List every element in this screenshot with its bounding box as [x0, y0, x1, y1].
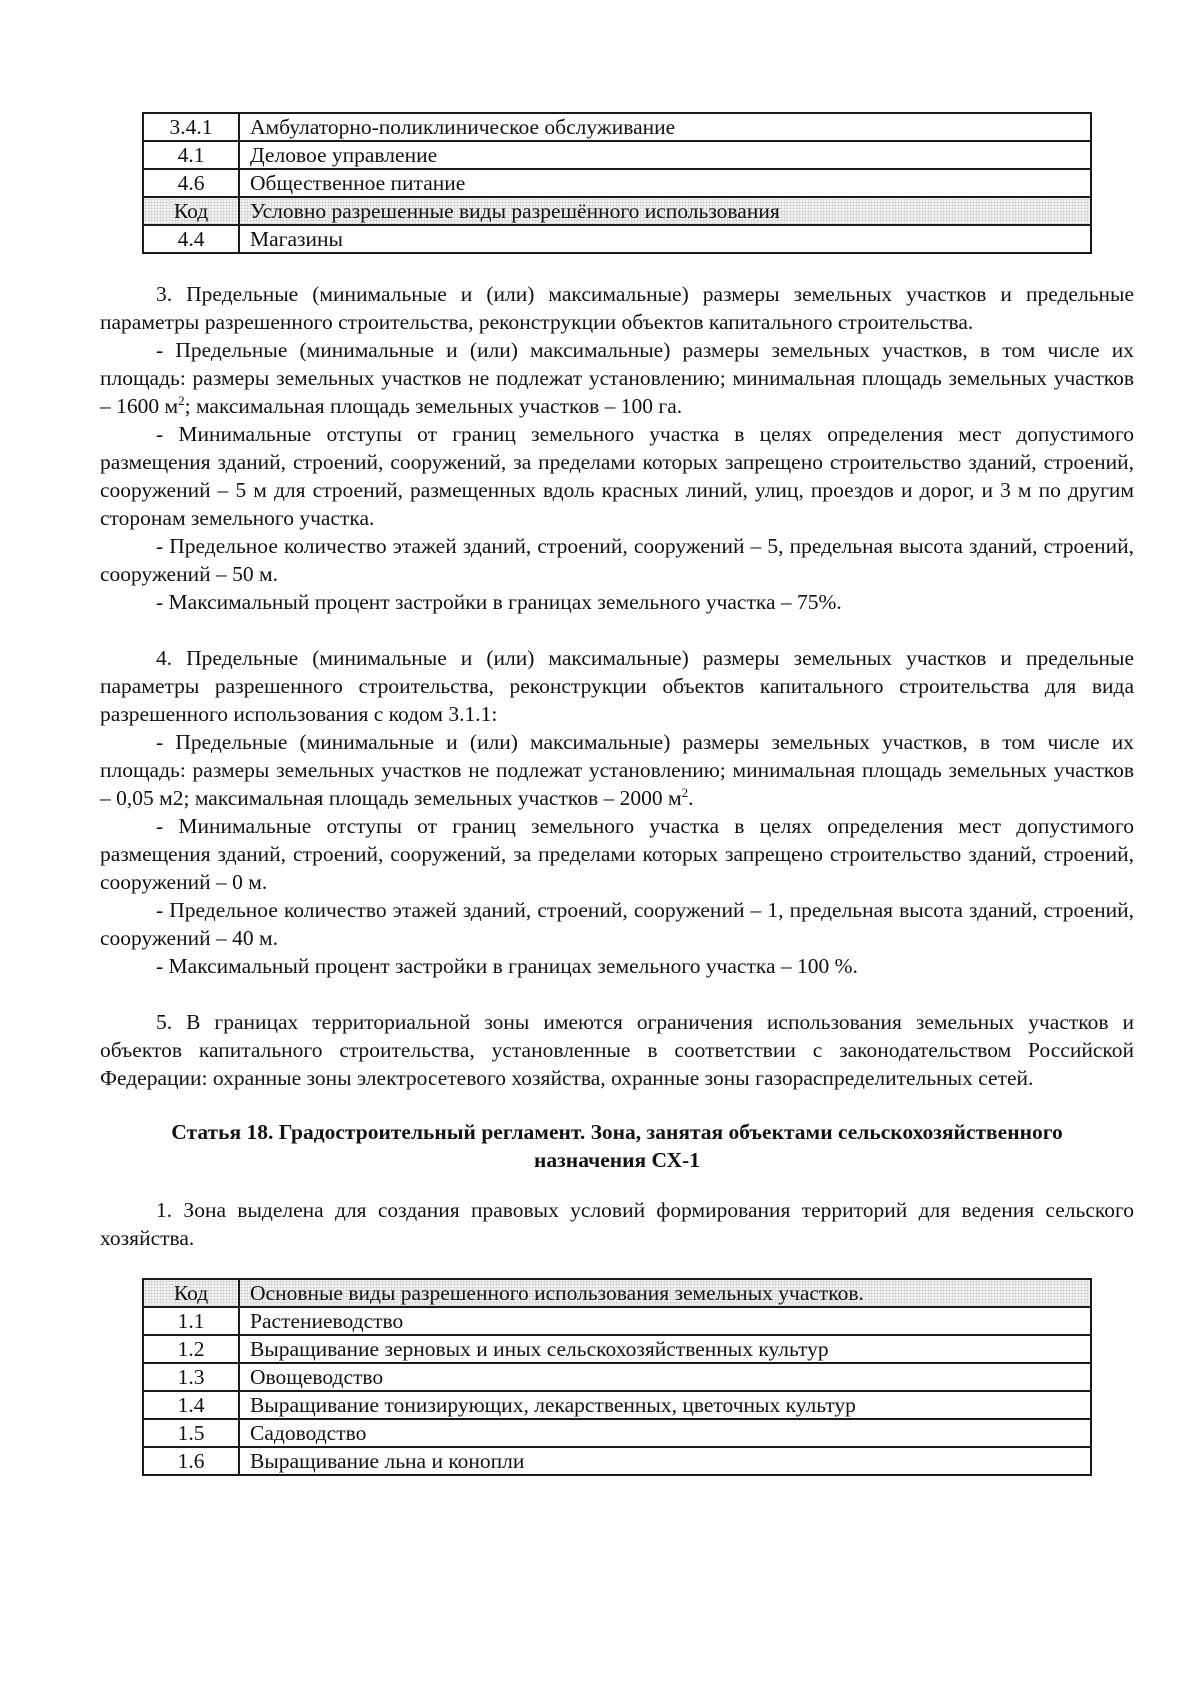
row-code: 1.6 [143, 1447, 239, 1475]
article-heading-line-1: Статья 18. Градостроительный регламент. Зона, занятая объектами сельскохозяйственного [171, 1120, 1063, 1144]
header-name: Основные виды разрешенного использования земельных участков. [239, 1279, 1091, 1307]
row-code: 1.3 [143, 1363, 239, 1391]
section-3 [100, 280, 1134, 616]
row-code: 1.4 [143, 1391, 239, 1419]
row-code: 4.1 [143, 141, 239, 169]
header-code: Код [143, 197, 239, 225]
header-name: Условно разрешенные виды разрешённого использования [239, 197, 1091, 225]
section-3-bullet-coverage: - Максимальный процент застройки в границах земельного участка – 75%. [156, 590, 842, 614]
row-name: Овощеводство [239, 1363, 1091, 1391]
row-name: Общественное питание [239, 169, 1091, 197]
land-use-table-bottom [142, 1278, 1092, 1476]
land-use-table-top [142, 112, 1092, 254]
row-code: 3.4.1 [143, 113, 239, 141]
table-row [143, 1363, 1091, 1391]
section-5: 5. В границах территориальной зоны имеются ограничения использования земельных участков и объектов капитального строительства, установленные в соответствии с законодательством Российской Федерации: охранные зоны электросетевого хозяйства, охранные зоны газораспределительных сетей. [100, 1010, 1134, 1090]
table-header-row [143, 197, 1091, 225]
table-row [143, 1307, 1091, 1335]
row-name: Деловое управление [239, 141, 1091, 169]
row-name: Растениеводство [239, 1307, 1091, 1335]
table-row [143, 1419, 1091, 1447]
document-page [100, 112, 1134, 1476]
row-code: 4.4 [143, 225, 239, 253]
table-row [143, 225, 1091, 253]
table-row [143, 141, 1091, 169]
section-3-intro: 3. Предельные (минимальные и (или) максимальные) размеры земельных участков и предельные параметры разрешенного строительства, реконструкции объектов капитального строительства. [100, 282, 1134, 334]
row-code: 1.2 [143, 1335, 239, 1363]
row-name: Садоводство [239, 1419, 1091, 1447]
row-name: Амбулаторно-поликлиническое обслуживание [239, 113, 1091, 141]
row-code: 4.6 [143, 169, 239, 197]
header-code: Код [143, 1279, 239, 1307]
section-4-intro: 4. Предельные (минимальные и (или) максимальные) размеры земельных участков и предельные параметры разрешенного строительства, реконструкции объектов капитального строительства для вида разрешенного использования с кодом 3.1.1: [100, 646, 1134, 726]
row-code: 1.1 [143, 1307, 239, 1335]
table-row [143, 1391, 1091, 1419]
row-name: Выращивание зерновых и иных сельскохозяйственных культур [239, 1335, 1091, 1363]
section-4-bullet-area: - Предельные (минимальные и (или) максимальные) размеры земельных участков, в том числе их площадь: размеры земельных участков не подлежат установлению; минимальная площадь земельных участков – 0,05 м2; максимальная площадь земельных участков – 2000 $м^2$. [100, 730, 1134, 810]
article-paragraph-1: 1. Зона выделена для создания правовых условий формирования территорий для ведения сельского хозяйства. [100, 1198, 1134, 1250]
section-3-bullet-floors: - Предельное количество этажей зданий, строений, сооружений – 5, предельная высота зданий, строений, сооружений – 50 м. [100, 534, 1134, 586]
table-header-row [143, 1279, 1091, 1307]
article-heading [100, 1118, 1134, 1174]
section-4-bullet-floors: - Предельное количество этажей зданий, строений, сооружений – 1, предельная высота зданий, строений, сооружений – 40 м. [100, 898, 1134, 950]
section-3-bullet-area: - Предельные (минимальные и (или) максимальные) размеры земельных участков, в том числе их площадь: размеры земельных участков не подлежат установлению; минимальная площадь земельных участков – 1600 $м^2$; максимальная площадь земельных участков – 100 га. [100, 338, 1134, 418]
row-name: Выращивание тонизирующих, лекарственных, цветочных культур [239, 1391, 1091, 1419]
section-3-bullet-setbacks: - Минимальные отступы от границ земельного участка в целях определения мест допустимого размещения зданий, строений, сооружений, за пределами которых запрещено строительство зданий, строений, сооружений – 5 м для строений, размещенных вдоль красных линий, улиц, проездов и дорог, и 3 м по другим сторонам земельного участка. [100, 422, 1134, 530]
row-name: Магазины [239, 225, 1091, 253]
table-row [143, 169, 1091, 197]
table-row [143, 1447, 1091, 1475]
section-4 [100, 644, 1134, 980]
section-4-bullet-setbacks: - Минимальные отступы от границ земельного участка в целях определения мест допустимого размещения зданий, строений, сооружений, за пределами которых запрещено строительство зданий, строений, сооружений – 0 м. [100, 814, 1134, 894]
row-code: 1.5 [143, 1419, 239, 1447]
table-row [143, 113, 1091, 141]
table-row [143, 1335, 1091, 1363]
section-4-bullet-coverage: - Максимальный процент застройки в границах земельного участка – 100 %. [156, 954, 858, 978]
article-heading-line-2: назначения СХ-1 [534, 1148, 700, 1172]
row-name: Выращивание льна и конопли [239, 1447, 1091, 1475]
